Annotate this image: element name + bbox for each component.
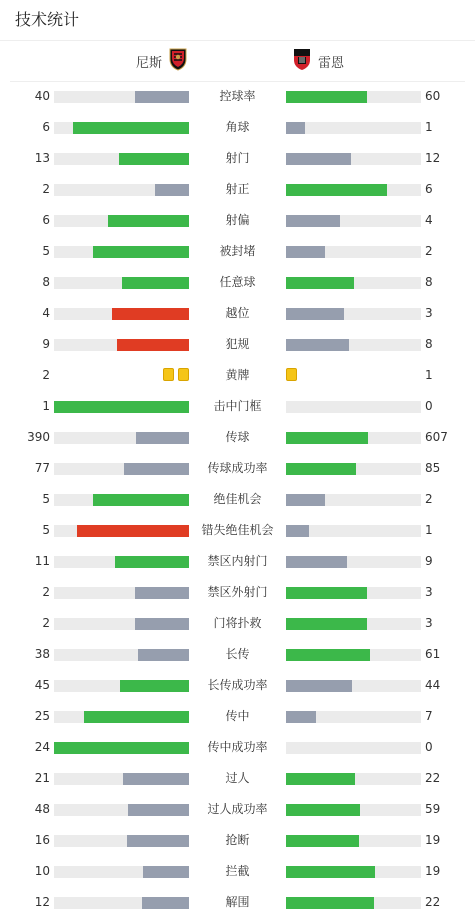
away-stat-bar xyxy=(286,91,421,103)
stat-row xyxy=(0,515,475,546)
stat-row xyxy=(0,546,475,577)
home-stat-value: 4 xyxy=(42,306,50,320)
stat-label: 禁区外射门 xyxy=(207,585,268,599)
away-stat-bar xyxy=(286,556,421,568)
away-stat-bar xyxy=(286,525,421,537)
stat-row xyxy=(0,763,475,794)
stat-label: 射正 xyxy=(225,182,250,196)
stat-label: 绝佳机会 xyxy=(213,492,262,506)
stat-row xyxy=(0,484,475,515)
away-stat-bar xyxy=(286,680,421,692)
home-team[interactable] xyxy=(136,41,188,81)
away-stat-bar xyxy=(286,339,421,351)
stat-label: 射门 xyxy=(225,151,250,165)
away-stat-bar-fill xyxy=(286,866,375,878)
stat-row xyxy=(0,298,475,329)
stat-row xyxy=(0,391,475,422)
away-stat-bar xyxy=(286,246,421,258)
home-stat-bar-fill xyxy=(117,339,189,351)
home-stat-value: 48 xyxy=(34,802,50,816)
stat-label: 犯规 xyxy=(225,337,250,351)
stat-row xyxy=(0,670,475,701)
home-stat-value: 10 xyxy=(34,864,50,878)
stat-label: 越位 xyxy=(225,306,250,320)
home-stat-bar-fill xyxy=(115,556,189,568)
home-stat-bar-fill xyxy=(138,649,189,661)
home-stat-bar xyxy=(54,246,189,258)
home-stat-value: 2 xyxy=(42,368,50,382)
stat-row xyxy=(0,608,475,639)
away-stat-bar-fill xyxy=(286,246,325,258)
home-stat-bar xyxy=(54,122,189,134)
away-stat-bar-fill xyxy=(286,122,305,134)
home-yellow-cards xyxy=(163,368,189,382)
home-stat-bar-fill xyxy=(155,184,189,196)
home-stat-bar xyxy=(54,773,189,785)
home-stat-bar xyxy=(54,277,189,289)
home-stat-bar xyxy=(54,308,189,320)
home-stat-value: 11 xyxy=(34,554,50,568)
teams-header xyxy=(0,41,475,81)
home-stat-bar-fill xyxy=(142,897,189,909)
away-stat-bar-fill xyxy=(286,556,347,568)
home-stat-bar-fill xyxy=(120,680,189,692)
stat-label: 过人 xyxy=(225,771,250,785)
yellow-card-icon xyxy=(178,368,189,381)
stat-row xyxy=(0,453,475,484)
away-team-name: 雷恩 xyxy=(318,55,345,71)
stat-label: 角球 xyxy=(225,120,250,134)
away-stat-value: 1 xyxy=(425,523,433,537)
stat-label: 错失绝佳机会 xyxy=(201,523,274,537)
home-stat-value: 5 xyxy=(42,523,50,537)
away-stat-value: 3 xyxy=(425,616,433,630)
away-stat-bar-fill xyxy=(286,711,316,723)
away-stat-bar xyxy=(286,153,421,165)
stat-label: 传中成功率 xyxy=(207,740,268,754)
home-stat-bar xyxy=(54,525,189,537)
stat-label: 门将扑救 xyxy=(213,616,262,630)
away-stat-bar-fill xyxy=(286,463,356,475)
away-stat-bar-fill xyxy=(286,587,367,599)
away-stat-value: 3 xyxy=(425,585,433,599)
home-stat-value: 6 xyxy=(42,120,50,134)
away-stat-value: 1 xyxy=(425,120,433,134)
away-stat-bar-fill xyxy=(286,494,325,506)
home-stat-bar xyxy=(54,494,189,506)
away-stat-bar-fill xyxy=(286,680,352,692)
stat-label: 传中 xyxy=(225,709,250,723)
home-stat-bar xyxy=(54,711,189,723)
away-stat-bar xyxy=(286,308,421,320)
yellow-card-icon xyxy=(163,368,174,381)
stat-row xyxy=(0,236,475,267)
home-stat-value: 390 xyxy=(27,430,50,444)
stat-label: 射偏 xyxy=(225,213,250,227)
away-stat-value: 3 xyxy=(425,306,433,320)
away-stat-value: 0 xyxy=(425,399,433,413)
stat-row xyxy=(0,732,475,763)
stat-row xyxy=(0,701,475,732)
home-stat-value: 8 xyxy=(42,275,50,289)
stat-label: 禁区内射门 xyxy=(207,554,268,568)
home-team-name: 尼斯 xyxy=(135,55,162,71)
stat-label: 解围 xyxy=(225,895,250,909)
home-stat-bar-fill xyxy=(73,122,189,134)
home-stat-bar xyxy=(54,153,189,165)
home-stat-bar-fill xyxy=(112,308,189,320)
stat-label: 过人成功率 xyxy=(207,802,268,816)
home-stat-value: 45 xyxy=(34,678,50,692)
away-stat-bar-fill xyxy=(286,432,368,444)
home-stat-bar-fill xyxy=(119,153,189,165)
stat-label: 控球率 xyxy=(219,89,256,103)
away-stat-value: 59 xyxy=(425,802,441,816)
stat-row xyxy=(0,205,475,236)
home-stat-bar-fill xyxy=(54,742,189,754)
away-stat-bar-fill xyxy=(286,308,344,320)
home-stat-bar xyxy=(54,339,189,351)
away-stat-bar xyxy=(286,463,421,475)
stat-row xyxy=(0,422,475,453)
away-stat-value: 19 xyxy=(425,833,441,847)
stat-row xyxy=(0,112,475,143)
away-stat-value: 22 xyxy=(425,771,441,785)
away-stat-bar-fill xyxy=(286,649,370,661)
away-team[interactable] xyxy=(292,41,344,81)
home-stat-bar xyxy=(54,556,189,568)
page-title: 技术统计 xyxy=(15,10,80,29)
home-stat-value: 40 xyxy=(34,89,50,103)
stat-row xyxy=(0,887,475,918)
away-stat-bar xyxy=(286,401,421,413)
home-stat-bar xyxy=(54,184,189,196)
home-stat-value: 38 xyxy=(34,647,50,661)
home-stat-bar xyxy=(54,587,189,599)
home-stat-bar xyxy=(54,618,189,630)
home-stat-bar-fill xyxy=(127,835,189,847)
away-stat-bar-fill xyxy=(286,525,309,537)
away-stat-value: 12 xyxy=(425,151,441,165)
home-stat-bar xyxy=(54,680,189,692)
away-stat-value: 7 xyxy=(425,709,433,723)
home-stat-bar-fill xyxy=(108,215,189,227)
home-stat-bar xyxy=(54,401,189,413)
away-stat-bar-fill xyxy=(286,339,349,351)
home-stat-value: 24 xyxy=(34,740,50,754)
stat-label: 抢断 xyxy=(225,833,250,847)
home-stat-bar xyxy=(54,649,189,661)
away-stat-value: 44 xyxy=(425,678,441,692)
away-stat-bar-fill xyxy=(286,153,351,165)
home-stat-bar xyxy=(54,835,189,847)
away-stat-bar-fill xyxy=(286,804,360,816)
home-stat-bar xyxy=(54,897,189,909)
away-stat-bar-fill xyxy=(286,618,367,630)
away-stat-value: 22 xyxy=(425,895,441,909)
away-stat-value: 19 xyxy=(425,864,441,878)
stat-label: 被封堵 xyxy=(219,244,256,258)
away-stat-bar-fill xyxy=(286,277,354,289)
away-stat-bar xyxy=(286,804,421,816)
stat-row xyxy=(0,81,475,112)
away-stat-value: 9 xyxy=(425,554,433,568)
home-stat-bar-fill xyxy=(77,525,189,537)
yellow-card-icon xyxy=(286,368,297,381)
away-stat-bar-fill xyxy=(286,897,374,909)
stat-row xyxy=(0,267,475,298)
away-stat-bar xyxy=(286,866,421,878)
stat-row xyxy=(0,639,475,670)
home-stat-bar-fill xyxy=(136,432,189,444)
stat-row xyxy=(0,143,475,174)
away-stat-value: 6 xyxy=(425,182,433,196)
home-stat-bar xyxy=(54,742,189,754)
stat-row xyxy=(0,329,475,360)
stat-label: 长传成功率 xyxy=(207,678,268,692)
away-stat-value: 60 xyxy=(425,89,441,103)
away-stat-bar xyxy=(286,432,421,444)
away-stat-bar xyxy=(286,122,421,134)
away-stat-value: 85 xyxy=(425,461,441,475)
away-stat-value: 8 xyxy=(425,275,433,289)
stat-label: 拦截 xyxy=(225,864,250,878)
home-stat-value: 5 xyxy=(42,492,50,506)
home-stat-value: 2 xyxy=(42,182,50,196)
home-stat-value: 5 xyxy=(42,244,50,258)
stat-label: 任意球 xyxy=(219,275,256,289)
home-stat-bar-fill xyxy=(143,866,189,878)
home-stat-bar-fill xyxy=(124,463,189,475)
stat-row xyxy=(0,794,475,825)
home-stat-value: 13 xyxy=(34,151,50,165)
home-stat-value: 25 xyxy=(34,709,50,723)
home-stat-value: 16 xyxy=(34,833,50,847)
away-stat-bar xyxy=(286,587,421,599)
away-stat-value: 4 xyxy=(425,213,433,227)
stat-row xyxy=(0,174,475,205)
home-stat-bar xyxy=(54,215,189,227)
away-stat-value: 0 xyxy=(425,740,433,754)
home-stat-bar xyxy=(54,432,189,444)
stat-label: 黄牌 xyxy=(225,368,250,382)
away-stat-bar xyxy=(286,835,421,847)
away-stat-bar-fill xyxy=(286,184,387,196)
away-stat-bar xyxy=(286,897,421,909)
home-stat-value: 2 xyxy=(42,585,50,599)
away-stat-value: 61 xyxy=(425,647,441,661)
home-stat-value: 1 xyxy=(42,399,50,413)
away-stat-bar-fill xyxy=(286,835,359,847)
stat-label: 传球 xyxy=(225,430,250,444)
home-stat-value: 6 xyxy=(42,213,50,227)
away-stat-bar xyxy=(286,494,421,506)
stat-label: 传球成功率 xyxy=(207,461,268,475)
stat-row xyxy=(0,825,475,856)
away-stat-bar xyxy=(286,773,421,785)
home-stat-bar-fill xyxy=(128,804,189,816)
away-stat-bar xyxy=(286,649,421,661)
away-stat-value: 607 xyxy=(425,430,448,444)
away-stat-bar xyxy=(286,618,421,630)
away-stat-bar-fill xyxy=(286,773,355,785)
home-stat-bar xyxy=(54,804,189,816)
away-stat-value: 1 xyxy=(425,368,433,382)
stade-rennais-crest-icon xyxy=(292,47,312,75)
home-stat-bar-fill xyxy=(135,587,189,599)
stat-label: 击中门框 xyxy=(213,399,262,413)
home-stat-bar-fill xyxy=(84,711,189,723)
home-stat-bar-fill xyxy=(54,401,189,413)
away-stat-bar xyxy=(286,711,421,723)
stat-label: 长传 xyxy=(225,647,250,661)
away-yellow-cards xyxy=(286,368,297,382)
home-stat-value: 12 xyxy=(34,895,50,909)
away-stat-bar xyxy=(286,277,421,289)
stat-row xyxy=(0,360,475,391)
home-stat-value: 77 xyxy=(34,461,50,475)
home-stat-bar-fill xyxy=(122,277,190,289)
home-stat-bar xyxy=(54,463,189,475)
home-stat-value: 2 xyxy=(42,616,50,630)
ogc-nice-crest-icon xyxy=(168,47,188,75)
away-stat-bar xyxy=(286,184,421,196)
stat-row xyxy=(0,577,475,608)
home-stat-value: 21 xyxy=(34,771,50,785)
away-stat-bar-fill xyxy=(286,215,340,227)
stat-row xyxy=(0,856,475,887)
home-stat-bar-fill xyxy=(93,494,189,506)
home-stat-bar-fill xyxy=(135,618,189,630)
home-stat-bar xyxy=(54,91,189,103)
home-stat-bar-fill xyxy=(135,91,189,103)
home-stat-bar xyxy=(54,866,189,878)
home-stat-value: 9 xyxy=(42,337,50,351)
away-stat-value: 2 xyxy=(425,492,433,506)
away-stat-value: 8 xyxy=(425,337,433,351)
away-stat-bar xyxy=(286,742,421,754)
home-stat-bar-fill xyxy=(123,773,189,785)
home-stat-bar-fill xyxy=(93,246,189,258)
away-stat-bar-fill xyxy=(286,91,367,103)
away-stat-bar xyxy=(286,215,421,227)
away-stat-value: 2 xyxy=(425,244,433,258)
